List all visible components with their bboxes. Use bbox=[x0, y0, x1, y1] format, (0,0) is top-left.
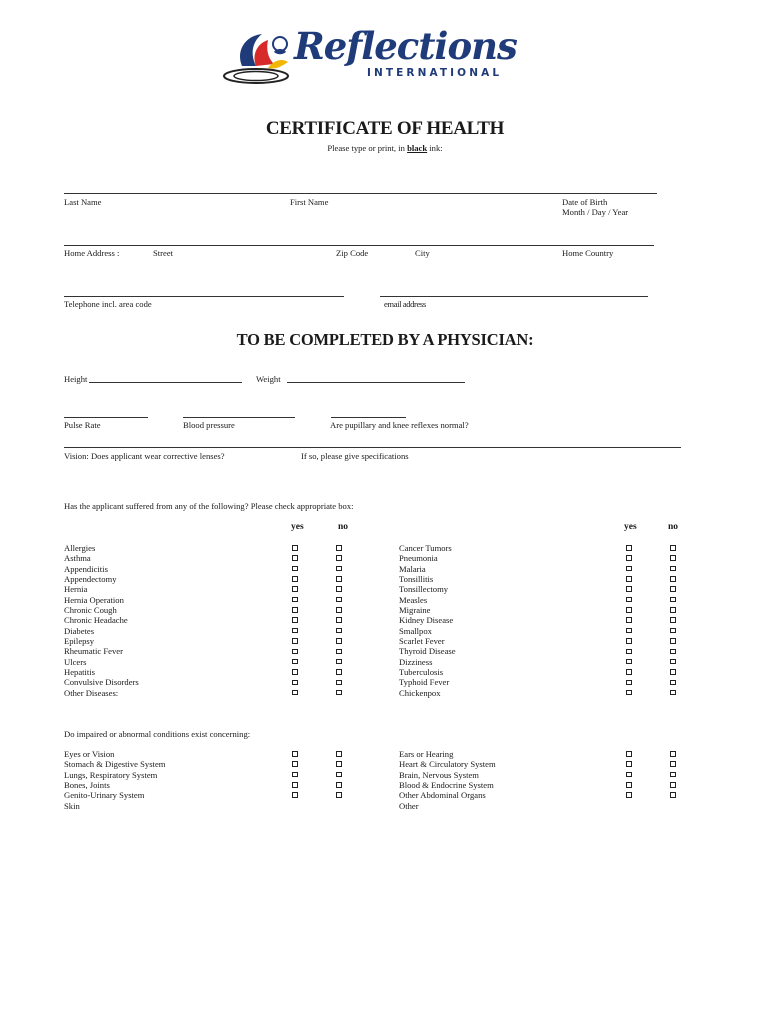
checkbox-no[interactable] bbox=[336, 555, 342, 561]
specify-label: If so, please give specifications bbox=[301, 451, 409, 461]
last-name-label: Last Name bbox=[64, 197, 102, 207]
checkbox-no[interactable] bbox=[670, 628, 676, 634]
impaired-question: Do impaired or abnormal conditions exist concerning: bbox=[64, 729, 251, 739]
checkbox-no[interactable] bbox=[670, 555, 676, 561]
condition-label: Dizziness bbox=[399, 656, 433, 667]
condition-label: Convulsive Disorders bbox=[64, 677, 139, 688]
instruction-before: Please type or print, in bbox=[327, 143, 408, 153]
checkbox-no[interactable] bbox=[670, 617, 676, 623]
email-label: email address bbox=[384, 299, 426, 309]
checkbox-no[interactable] bbox=[670, 751, 676, 757]
reflexes-label: Are pupillary and knee reflexes normal? bbox=[330, 420, 469, 430]
logo-subtitle: INTERNATIONAL bbox=[367, 67, 503, 79]
checkbox-yes[interactable] bbox=[626, 690, 632, 696]
condition-label: Scarlet Fever bbox=[399, 636, 445, 647]
condition-label: Eyes or Vision bbox=[64, 749, 115, 759]
checkbox-no[interactable] bbox=[336, 690, 342, 696]
checkbox-yes[interactable] bbox=[292, 566, 298, 572]
checkbox-yes[interactable] bbox=[292, 638, 298, 644]
condition-label: Other bbox=[399, 800, 419, 811]
height-line[interactable] bbox=[89, 382, 242, 383]
condition-label: Chickenpox bbox=[399, 687, 441, 698]
condition-label: Genito-Urinary System bbox=[64, 790, 145, 801]
street-label: Street bbox=[153, 248, 174, 258]
condition-label: Thyroid Disease bbox=[399, 646, 456, 657]
checkbox-yes[interactable] bbox=[292, 617, 298, 623]
impaired-right-list bbox=[399, 749, 496, 811]
checkbox-no[interactable] bbox=[336, 669, 342, 675]
condition-label: Skin bbox=[64, 800, 80, 811]
weight-line[interactable] bbox=[287, 382, 465, 383]
checkbox-yes[interactable] bbox=[626, 638, 632, 644]
checkbox-no[interactable] bbox=[670, 566, 676, 572]
first-name-label: First Name bbox=[290, 197, 329, 207]
checkbox-no[interactable] bbox=[336, 545, 342, 551]
condition-label: Appendectomy bbox=[64, 574, 117, 585]
condition-label: Bones, Joints bbox=[64, 780, 110, 791]
no-header-right: no bbox=[668, 522, 679, 532]
condition-label: Malaria bbox=[399, 563, 426, 574]
email-line[interactable] bbox=[380, 296, 648, 297]
checkbox-no[interactable] bbox=[336, 566, 342, 572]
checkbox-yes[interactable] bbox=[292, 597, 298, 603]
condition-label: Tonsillectomy bbox=[399, 584, 449, 595]
height-label: Height bbox=[64, 374, 88, 384]
checkbox-yes[interactable] bbox=[626, 607, 632, 613]
pulse-label: Pulse Rate bbox=[64, 420, 101, 430]
condition-label: Typhoid Fever bbox=[399, 677, 450, 688]
conditions-right-list bbox=[399, 543, 456, 698]
dob-format-label: Month / Day / Year bbox=[562, 207, 629, 217]
checkbox-yes[interactable] bbox=[292, 649, 298, 655]
checkbox-no[interactable] bbox=[336, 751, 342, 757]
condition-label: Measles bbox=[399, 594, 428, 605]
condition-label: Heart & Circulatory System bbox=[399, 759, 496, 770]
checkbox-no[interactable] bbox=[670, 761, 676, 767]
checkbox-no[interactable] bbox=[670, 680, 676, 686]
checkbox-no[interactable] bbox=[336, 649, 342, 655]
condition-label: Brain, Nervous System bbox=[399, 769, 479, 780]
checkbox-yes[interactable] bbox=[626, 669, 632, 675]
condition-label: Diabetes bbox=[64, 625, 95, 636]
checkbox-yes[interactable] bbox=[626, 617, 632, 623]
checkbox-no[interactable] bbox=[336, 586, 342, 592]
checkbox-yes[interactable] bbox=[626, 680, 632, 686]
checkbox-no[interactable] bbox=[670, 607, 676, 613]
checkbox-no[interactable] bbox=[670, 649, 676, 655]
checkbox-yes[interactable] bbox=[626, 597, 632, 603]
condition-label: Lungs, Respiratory System bbox=[64, 769, 158, 780]
checkbox-no[interactable] bbox=[670, 545, 676, 551]
vision-line[interactable] bbox=[64, 447, 681, 448]
checkbox-no[interactable] bbox=[336, 782, 342, 788]
checkbox-no[interactable] bbox=[336, 792, 342, 798]
condition-label: Other Abdominal Organs bbox=[399, 790, 486, 801]
name-line[interactable] bbox=[64, 193, 657, 194]
checkbox-yes[interactable] bbox=[292, 751, 298, 757]
reflexes-line[interactable] bbox=[331, 417, 406, 418]
condition-label: Chronic Cough bbox=[64, 605, 117, 616]
checkbox-no[interactable] bbox=[336, 772, 342, 778]
yes-header-left: yes bbox=[291, 522, 304, 532]
pulse-line[interactable] bbox=[64, 417, 148, 418]
checkbox-no[interactable] bbox=[670, 782, 676, 788]
document-title: CERTIFICATE OF HEALTH bbox=[265, 118, 505, 139]
checkbox-yes[interactable] bbox=[292, 792, 298, 798]
conditions-left-list bbox=[64, 543, 139, 698]
conditions-question: Has the applicant suffered from any of the following? Please check appropriate box: bbox=[64, 501, 354, 511]
address-line[interactable] bbox=[64, 245, 654, 246]
condition-label: Hernia Operation bbox=[64, 594, 124, 605]
checkbox-yes[interactable] bbox=[626, 659, 632, 665]
checkbox-no[interactable] bbox=[670, 586, 676, 592]
checkbox-no[interactable] bbox=[670, 597, 676, 603]
condition-label: Tonsillitis bbox=[399, 574, 434, 585]
condition-label: Tuberculosis bbox=[399, 667, 444, 678]
checkbox-no[interactable] bbox=[670, 690, 676, 696]
checkbox-yes[interactable] bbox=[292, 761, 298, 767]
checkbox-no[interactable] bbox=[336, 638, 342, 644]
checkbox-yes[interactable] bbox=[292, 607, 298, 613]
bp-label: Blood pressure bbox=[183, 420, 235, 430]
condition-label: Stomach & Digestive System bbox=[64, 759, 166, 770]
impaired-left-list bbox=[64, 749, 165, 811]
checkbox-no[interactable] bbox=[670, 669, 676, 675]
checkbox-no[interactable] bbox=[670, 638, 676, 644]
telephone-line[interactable] bbox=[64, 296, 344, 297]
zip-label: Zip Code bbox=[336, 248, 369, 258]
instruction-text bbox=[0, 143, 770, 153]
checkbox-yes[interactable] bbox=[626, 628, 632, 634]
checkbox-yes[interactable] bbox=[626, 566, 632, 572]
checkbox-yes[interactable] bbox=[292, 586, 298, 592]
instruction-emphasis: black bbox=[407, 143, 428, 153]
checkbox-no[interactable] bbox=[336, 761, 342, 767]
checkbox-yes[interactable] bbox=[626, 586, 632, 592]
condition-label: Epilepsy bbox=[64, 636, 95, 647]
condition-label: Hepatitis bbox=[64, 667, 96, 678]
city-label: City bbox=[415, 248, 430, 258]
condition-label: Kidney Disease bbox=[399, 615, 454, 626]
checkbox-no[interactable] bbox=[336, 597, 342, 603]
dob-label: Date of Birth bbox=[562, 197, 608, 207]
condition-label: Blood & Endocrine System bbox=[399, 780, 494, 791]
condition-label: Ears or Hearing bbox=[399, 749, 454, 759]
checkbox-yes[interactable] bbox=[626, 782, 632, 788]
condition-label: Other Diseases: bbox=[64, 687, 119, 698]
logo-wordmark: Reflections bbox=[294, 24, 517, 68]
checkbox-yes[interactable] bbox=[626, 772, 632, 778]
vision-label: Vision: Does applicant wear corrective lenses? bbox=[64, 451, 225, 461]
physician-heading: TO BE COMPLETED BY A PHYSICIAN: bbox=[236, 330, 534, 349]
checkbox-yes[interactable] bbox=[626, 751, 632, 757]
condition-label: Migraine bbox=[399, 605, 431, 616]
country-label: Home Country bbox=[562, 248, 614, 258]
checkbox-yes[interactable] bbox=[626, 576, 632, 582]
checkbox-yes[interactable] bbox=[292, 782, 298, 788]
checkbox-yes[interactable] bbox=[292, 555, 298, 561]
condition-label: Cancer Tumors bbox=[399, 543, 452, 553]
bp-line[interactable] bbox=[183, 417, 295, 418]
checkbox-yes[interactable] bbox=[292, 772, 298, 778]
checkbox-no[interactable] bbox=[670, 576, 676, 582]
checkbox-yes[interactable] bbox=[626, 545, 632, 551]
checkbox-yes[interactable] bbox=[626, 761, 632, 767]
checkbox-yes[interactable] bbox=[292, 628, 298, 634]
condition-label: Allergies bbox=[64, 543, 96, 553]
condition-label: Pneumonia bbox=[399, 553, 438, 564]
condition-label: Hernia bbox=[64, 584, 88, 595]
condition-label: Rheumatic Fever bbox=[64, 646, 123, 657]
telephone-label: Telephone incl. area code bbox=[64, 299, 152, 309]
no-header-left: no bbox=[338, 522, 349, 532]
checkbox-yes[interactable] bbox=[626, 792, 632, 798]
checkbox-no[interactable] bbox=[670, 659, 676, 665]
condition-label: Smallpox bbox=[399, 625, 432, 636]
home-address-label: Home Address : bbox=[64, 248, 120, 258]
checkbox-no[interactable] bbox=[336, 659, 342, 665]
logo bbox=[222, 22, 522, 92]
weight-label: Weight bbox=[256, 374, 281, 384]
yes-header-right: yes bbox=[624, 522, 637, 532]
checkbox-yes[interactable] bbox=[292, 576, 298, 582]
checkbox-yes[interactable] bbox=[292, 545, 298, 551]
checkbox-no[interactable] bbox=[336, 617, 342, 623]
condition-label: Appendicitis bbox=[64, 563, 108, 574]
condition-label: Ulcers bbox=[64, 656, 87, 667]
checkbox-yes[interactable] bbox=[626, 555, 632, 561]
checkbox-no[interactable] bbox=[670, 792, 676, 798]
checkbox-yes[interactable] bbox=[292, 669, 298, 675]
checkbox-yes[interactable] bbox=[292, 690, 298, 696]
checkbox-no[interactable] bbox=[336, 576, 342, 582]
checkbox-no[interactable] bbox=[336, 628, 342, 634]
checkbox-no[interactable] bbox=[336, 680, 342, 686]
instruction-after: ink: bbox=[427, 143, 443, 153]
condition-label: Chronic Headache bbox=[64, 615, 128, 626]
checkbox-yes[interactable] bbox=[292, 659, 298, 665]
condition-label: Asthma bbox=[64, 553, 91, 564]
checkbox-no[interactable] bbox=[336, 607, 342, 613]
checkbox-no[interactable] bbox=[670, 772, 676, 778]
logo-emblem-icon bbox=[222, 22, 302, 88]
checkbox-yes[interactable] bbox=[292, 680, 298, 686]
checkbox-yes[interactable] bbox=[626, 649, 632, 655]
